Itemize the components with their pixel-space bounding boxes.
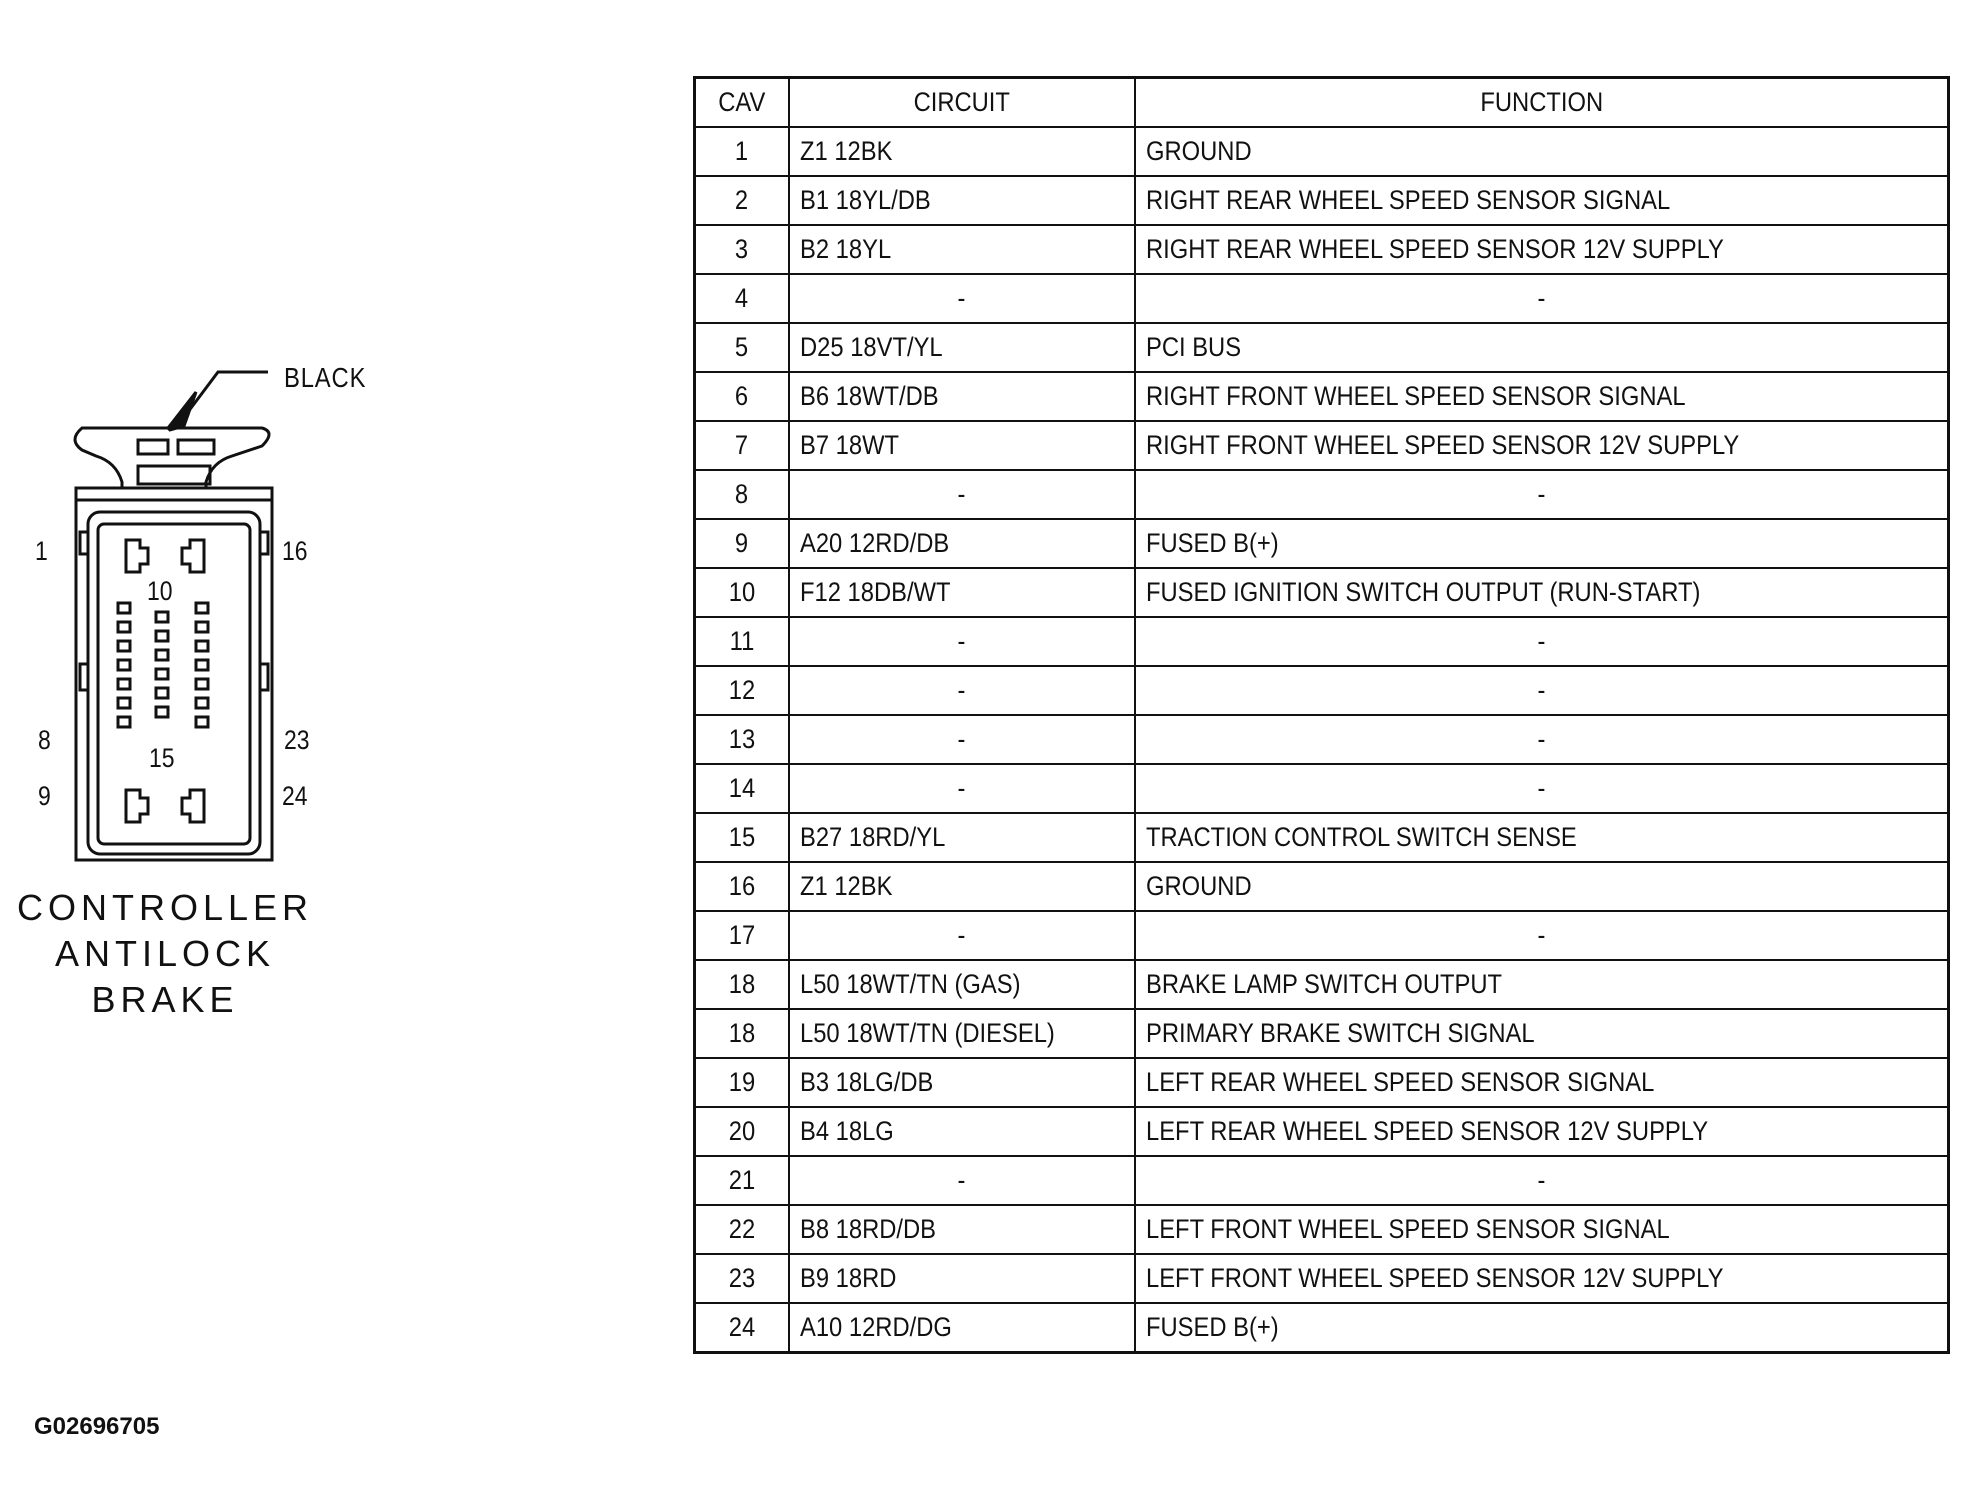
wire-color-label: BLACK — [284, 362, 367, 393]
cav-cell: 3 — [695, 225, 789, 274]
circuit-cell: B9 18RD — [789, 1254, 1135, 1303]
function-cell: - — [1135, 617, 1949, 666]
cav-cell: 2 — [695, 176, 789, 225]
circuit-cell: L50 18WT/TN (DIESEL) — [789, 1009, 1135, 1058]
function-cell: LEFT FRONT WHEEL SPEED SENSOR SIGNAL — [1135, 1205, 1949, 1254]
connector-diagram — [0, 0, 560, 1501]
table-row — [695, 372, 1949, 421]
function-cell: GROUND — [1135, 862, 1949, 911]
function-cell: PRIMARY BRAKE SWITCH SIGNAL — [1135, 1009, 1949, 1058]
cav-cell: 8 — [695, 470, 789, 519]
cav-cell: 23 — [695, 1254, 789, 1303]
cav-cell: 17 — [695, 911, 789, 960]
cav-cell: 22 — [695, 1205, 789, 1254]
table-row — [695, 225, 1949, 274]
table-row — [695, 1303, 1949, 1353]
function-cell: - — [1135, 274, 1949, 323]
caption-line-3: BRAKE — [91, 979, 239, 1020]
header-function: FUNCTION — [1135, 78, 1949, 128]
circuit-cell: - — [789, 617, 1135, 666]
cav-cell: 15 — [695, 813, 789, 862]
connector-face — [88, 512, 260, 854]
cav-cell: 4 — [695, 274, 789, 323]
leader-arrowhead — [168, 392, 196, 430]
table-row — [695, 960, 1949, 1009]
circuit-cell: L50 18WT/TN (GAS) — [789, 960, 1135, 1009]
function-cell: PCI BUS — [1135, 323, 1949, 372]
function-cell: TRACTION CONTROL SWITCH SENSE — [1135, 813, 1949, 862]
function-cell: LEFT REAR WHEEL SPEED SENSOR 12V SUPPLY — [1135, 1107, 1949, 1156]
latch-tab — [75, 428, 269, 488]
table-row — [695, 1254, 1949, 1303]
header-cav: CAV — [695, 78, 789, 128]
circuit-cell: - — [789, 666, 1135, 715]
terminal-9 — [126, 790, 148, 822]
cav-cell: 10 — [695, 568, 789, 617]
circuit-cell: Z1 12BK — [789, 862, 1135, 911]
cav-cell: 18 — [695, 1009, 789, 1058]
circuit-cell: B1 18YL/DB — [789, 176, 1135, 225]
cav-cell: 16 — [695, 862, 789, 911]
cav-cell: 24 — [695, 1303, 789, 1353]
cav-cell: 14 — [695, 764, 789, 813]
cavity-column-middle — [156, 612, 168, 717]
table-row — [695, 519, 1949, 568]
function-cell: GROUND — [1135, 127, 1949, 176]
caption-line-1: CONTROLLER — [16, 887, 314, 928]
table-row — [695, 1107, 1949, 1156]
function-cell: - — [1135, 715, 1949, 764]
function-cell: RIGHT REAR WHEEL SPEED SENSOR SIGNAL — [1135, 176, 1949, 225]
table-row — [695, 666, 1949, 715]
circuit-cell: B2 18YL — [789, 225, 1135, 274]
cavity-column-right — [196, 603, 208, 727]
function-cell: LEFT FRONT WHEEL SPEED SENSOR 12V SUPPLY — [1135, 1254, 1949, 1303]
circuit-cell: B7 18WT — [789, 421, 1135, 470]
pin-label-16: 16 — [282, 536, 308, 566]
circuit-cell: F12 18DB/WT — [789, 568, 1135, 617]
cav-cell: 20 — [695, 1107, 789, 1156]
pin-label-8: 8 — [38, 725, 51, 755]
table-row — [695, 1058, 1949, 1107]
table-row — [695, 323, 1949, 372]
circuit-cell: - — [789, 911, 1135, 960]
table-header-row — [695, 78, 1949, 128]
function-cell: FUSED B(+) — [1135, 519, 1949, 568]
table-row — [695, 421, 1949, 470]
cav-cell: 21 — [695, 1156, 789, 1205]
cav-cell: 6 — [695, 372, 789, 421]
circuit-cell: B27 18RD/YL — [789, 813, 1135, 862]
function-cell: - — [1135, 911, 1949, 960]
latch-slot-right — [178, 440, 214, 454]
function-cell: LEFT REAR WHEEL SPEED SENSOR SIGNAL — [1135, 1058, 1949, 1107]
table-row — [695, 862, 1949, 911]
function-cell: RIGHT REAR WHEEL SPEED SENSOR 12V SUPPLY — [1135, 225, 1949, 274]
pin-label-15: 15 — [149, 743, 175, 773]
terminal-1 — [126, 540, 148, 572]
circuit-cell: A10 12RD/DG — [789, 1303, 1135, 1353]
caption-line-2: ANTILOCK — [54, 933, 276, 974]
circuit-cell: B8 18RD/DB — [789, 1205, 1135, 1254]
function-cell: RIGHT FRONT WHEEL SPEED SENSOR 12V SUPPLY — [1135, 421, 1949, 470]
latch-slot-left — [138, 440, 168, 454]
latch-lock — [138, 466, 210, 484]
circuit-cell: - — [789, 274, 1135, 323]
cav-cell: 12 — [695, 666, 789, 715]
function-cell: FUSED IGNITION SWITCH OUTPUT (RUN-START) — [1135, 568, 1949, 617]
terminal-24 — [182, 790, 204, 822]
circuit-cell: A20 12RD/DB — [789, 519, 1135, 568]
function-cell: RIGHT FRONT WHEEL SPEED SENSOR SIGNAL — [1135, 372, 1949, 421]
pin-label-23: 23 — [284, 725, 310, 755]
header-circuit: CIRCUIT — [789, 78, 1135, 128]
cav-cell: 11 — [695, 617, 789, 666]
table-row — [695, 1009, 1949, 1058]
circuit-cell: D25 18VT/YL — [789, 323, 1135, 372]
pinout-table-body — [695, 127, 1949, 1353]
circuit-cell: - — [789, 764, 1135, 813]
pin-label-1: 1 — [35, 536, 48, 566]
cav-cell: 9 — [695, 519, 789, 568]
circuit-cell: B4 18LG — [789, 1107, 1135, 1156]
pin-label-24: 24 — [282, 781, 308, 811]
table-row — [695, 274, 1949, 323]
table-row — [695, 764, 1949, 813]
color-leader-line — [188, 372, 268, 412]
pin-label-10: 10 — [147, 576, 173, 606]
cav-cell: 13 — [695, 715, 789, 764]
function-cell: FUSED B(+) — [1135, 1303, 1949, 1353]
cav-cell: 1 — [695, 127, 789, 176]
table-row — [695, 1205, 1949, 1254]
connector-shell — [76, 488, 272, 860]
cav-cell: 18 — [695, 960, 789, 1009]
circuit-cell: - — [789, 470, 1135, 519]
table-row — [695, 127, 1949, 176]
cavity-column-left — [118, 603, 130, 727]
table-row — [695, 470, 1949, 519]
pin-label-9: 9 — [38, 781, 51, 811]
pinout-table — [693, 76, 1950, 1354]
function-cell: - — [1135, 764, 1949, 813]
cav-cell: 19 — [695, 1058, 789, 1107]
table-row — [695, 568, 1949, 617]
function-cell: - — [1135, 666, 1949, 715]
cav-cell: 5 — [695, 323, 789, 372]
function-cell: BRAKE LAMP SWITCH OUTPUT — [1135, 960, 1949, 1009]
circuit-cell: Z1 12BK — [789, 127, 1135, 176]
circuit-cell: - — [789, 1156, 1135, 1205]
table-row — [695, 715, 1949, 764]
table-row — [695, 617, 1949, 666]
table-row — [695, 911, 1949, 960]
table-row — [695, 176, 1949, 225]
table-row — [695, 1156, 1949, 1205]
circuit-cell: B6 18WT/DB — [789, 372, 1135, 421]
table-row — [695, 813, 1949, 862]
function-cell: - — [1135, 1156, 1949, 1205]
function-cell: - — [1135, 470, 1949, 519]
figure-id: G02696705 — [34, 1413, 160, 1440]
cav-cell: 7 — [695, 421, 789, 470]
terminal-16 — [182, 540, 204, 572]
circuit-cell: - — [789, 715, 1135, 764]
circuit-cell: B3 18LG/DB — [789, 1058, 1135, 1107]
